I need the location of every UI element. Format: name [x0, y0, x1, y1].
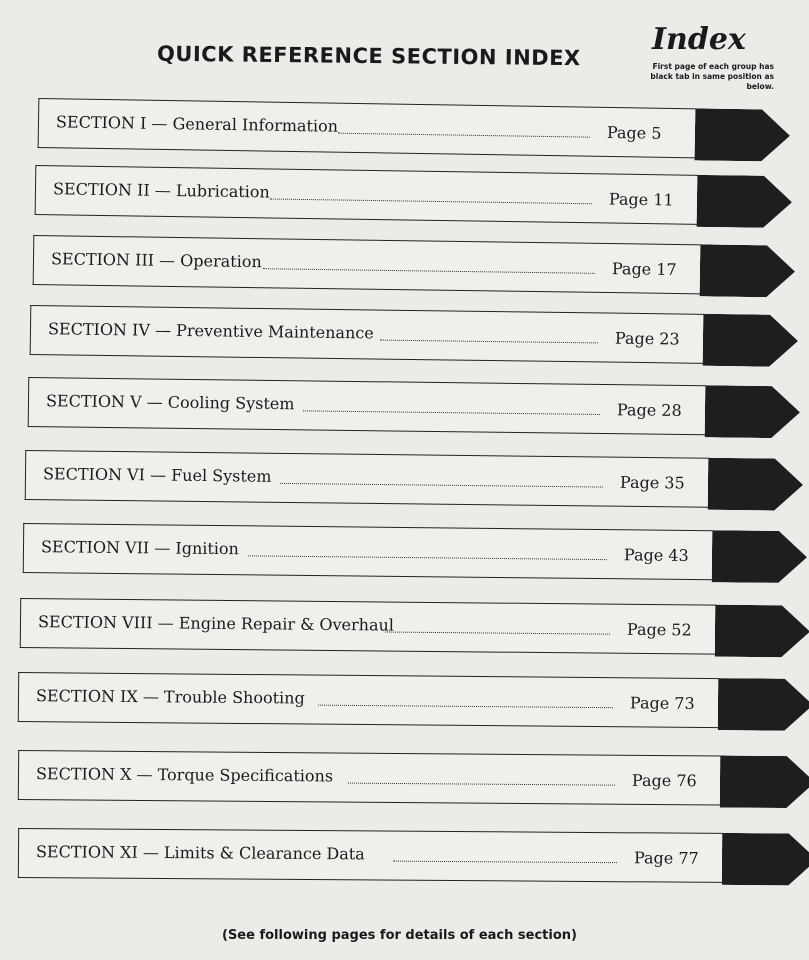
index-note: First page of each group has black tab in same position as below. — [650, 62, 774, 91]
black-tab-marker — [700, 244, 796, 297]
section-row[interactable] — [18, 750, 809, 806]
section-row[interactable] — [20, 598, 809, 656]
footer-note: (See following pages for details of each section) — [222, 928, 577, 943]
section-label: SECTION V — Cooling System — [45, 391, 295, 414]
section-row[interactable] — [38, 98, 791, 160]
section-page: Page 5 — [606, 122, 662, 143]
section-label: SECTION VII — Ignition — [40, 537, 240, 559]
section-label: SECTION II — Lubrication — [52, 179, 270, 202]
black-tab-marker — [720, 756, 809, 809]
section-row[interactable] — [35, 165, 793, 226]
section-label: SECTION X — Torque Specifications — [35, 764, 334, 786]
section-page: Page 73 — [629, 693, 695, 713]
section-label: SECTION VIII — Engine Repair & Overhaul — [37, 612, 395, 635]
black-tab-marker — [703, 314, 799, 367]
section-label: SECTION IX — Trouble Shooting — [35, 686, 305, 708]
black-tab-marker — [718, 678, 809, 731]
section-row[interactable] — [33, 235, 796, 296]
section-row[interactable] — [23, 523, 807, 581]
section-page: Page 76 — [631, 770, 697, 791]
section-page: Page 43 — [623, 545, 689, 565]
black-tab-marker — [708, 458, 804, 511]
section-label: SECTION IV — Preventive Maintenance — [47, 319, 374, 343]
black-tab-marker — [712, 530, 808, 583]
section-label: SECTION I — General Information — [55, 112, 339, 136]
section-page: Page 28 — [616, 400, 682, 420]
black-tab-marker — [694, 108, 790, 161]
section-page: Page 11 — [608, 189, 674, 210]
index-heading: Index — [652, 22, 746, 57]
page-title: QUICK REFERENCE SECTION INDEX — [156, 41, 581, 71]
section-page: Page 35 — [619, 472, 685, 493]
section-label: SECTION VI — Fuel System — [42, 464, 272, 486]
section-page: Page 17 — [611, 259, 677, 279]
black-tab-marker — [697, 175, 793, 228]
section-page: Page 77 — [633, 848, 699, 868]
black-tab-marker — [705, 385, 801, 438]
black-tab-marker — [722, 833, 809, 886]
section-row[interactable] — [18, 672, 809, 729]
section-row[interactable] — [18, 828, 809, 884]
section-row[interactable] — [30, 305, 799, 365]
section-page: Page 52 — [626, 619, 692, 640]
black-tab-marker — [715, 605, 809, 658]
section-row[interactable] — [28, 377, 801, 436]
section-page: Page 23 — [614, 328, 680, 349]
section-label: SECTION III — Operation — [50, 249, 262, 272]
section-label: SECTION XI — Limits & Clearance Data — [35, 842, 365, 864]
section-row[interactable] — [25, 450, 804, 509]
